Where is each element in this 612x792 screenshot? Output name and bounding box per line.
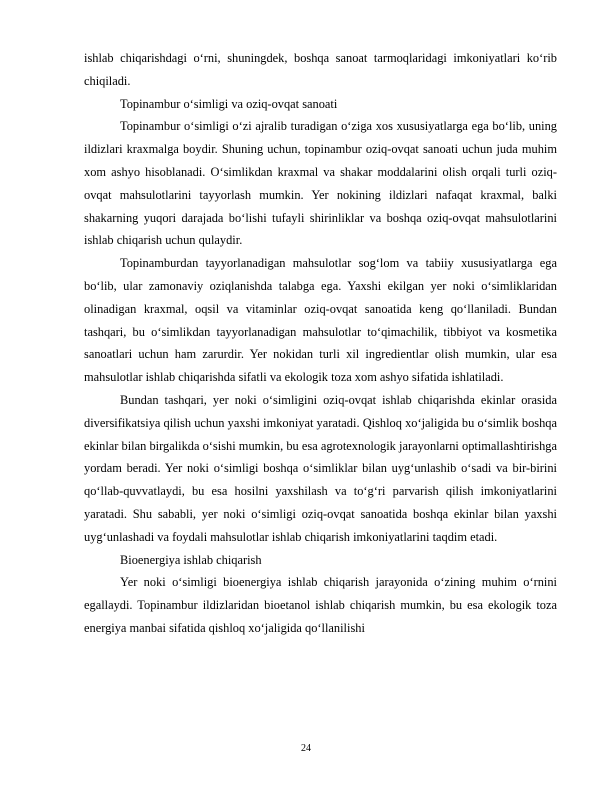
section-heading-bioenergy: Bioenergiya ishlab chiqarish [120, 552, 262, 567]
paragraph-topinambur-products: Topinamburdan tayyorlanadigan mahsulotlar sog‘lom va tabiiy xususiyatlarga ega bo‘lib, ular zamonaviy oziqlanishda talabga ega. Yaxshi ekilgan yer noki o‘simliklaridan olinadigan kraxmal, oqsil va vitaminlar oziq-ovqat sanoatida keng qo‘llaniladi. Bundan tashqari, bu o‘simlikdan tayyorlanadigan mahsulotlar to‘qimachilik, tibbiyot va kosmetika sanoatlari uchun ham zarurdir. Yer nokidan turli xil ingredientlar olish mumkin, ular esa mahsulotlar ishlab chiqarishda sifatli va ekologik toza xom ashyo sifatida ishlatiladi. [84, 256, 557, 385]
section-heading-topinambur-food-industry: Topinambur o‘simligi va oziq-ovqat sanoati [120, 96, 338, 111]
paragraph-diversification: Bundan tashqari, yer noki o‘simligini oziq-ovqat ishlab chiqarishda ekinlar orasida diversifikatsiya qilish uchun yaxshi imkoniyat yaratadi. Qishloq xo‘jaligida bu o‘simlik boshqa ekinlar bilan birgalikda o‘sishi mumkin, bu esa agrotexnologik jarayonlarni optimallashtirishga yordam beradi. Yer noki o‘simligi boshqa o‘simliklar bilan uyg‘unlashib o‘sadi va bir-birini qo‘llab-quvvatlaydi, bu esa hosilni yaxshilash va to‘g‘ri parvarish qilish imkoniyatlarini yaratadi. Shu sababli, yer noki o‘simligi oziq-ovqat sanoatida boshqa ekinlar bilan yaxshi uyg‘unlashadi va foydali mahsulotlar ishlab chiqarish imkoniyatlarini taqdim etadi. [84, 392, 557, 544]
paragraph-continuation: ishlab chiqarishdagi o‘rni, shuningdek, boshqa sanoat tarmoqlaridagi imkoniyatlari ko‘rib chiqiladi. [84, 51, 557, 88]
paragraph-bioenergy: Yer noki o‘simligi bioenergiya ishlab chiqarish jarayonida o‘zining muhim o‘rnini egallaydi. Topinambur ildizlaridan bioetanol ishlab chiqarish mumkin, bu esa ekologik toza energiya manbai sifatida qishloq xo‘jaligida qo‘llanilishi [84, 575, 557, 635]
document-page [84, 47, 557, 640]
page-number: 24 [301, 743, 311, 754]
paragraph-topinambur-properties: Topinambur o‘simligi o‘zi ajralib turadigan o‘ziga xos xususiyatlarga ega bo‘lib, uning ildizlari kraxmalga boydir. Shuning uchun, topinambur oziq-ovqat sanoati uchun juda muhim xom ashyo hisoblanadi. O‘simlikdan kraxmal va shakar moddalarini olish orqali turli oziq-ovqat mahsulotlarini tayyorlash mumkin. Yer nokining ildizlari nafaqat kraxmal, balki shakarning yuqori darajada bo‘lishi tufayli shirinliklar va boshqa oziq-ovqat mahsulotlarini ishlab chiqarish uchun qulaydir. [84, 119, 557, 248]
